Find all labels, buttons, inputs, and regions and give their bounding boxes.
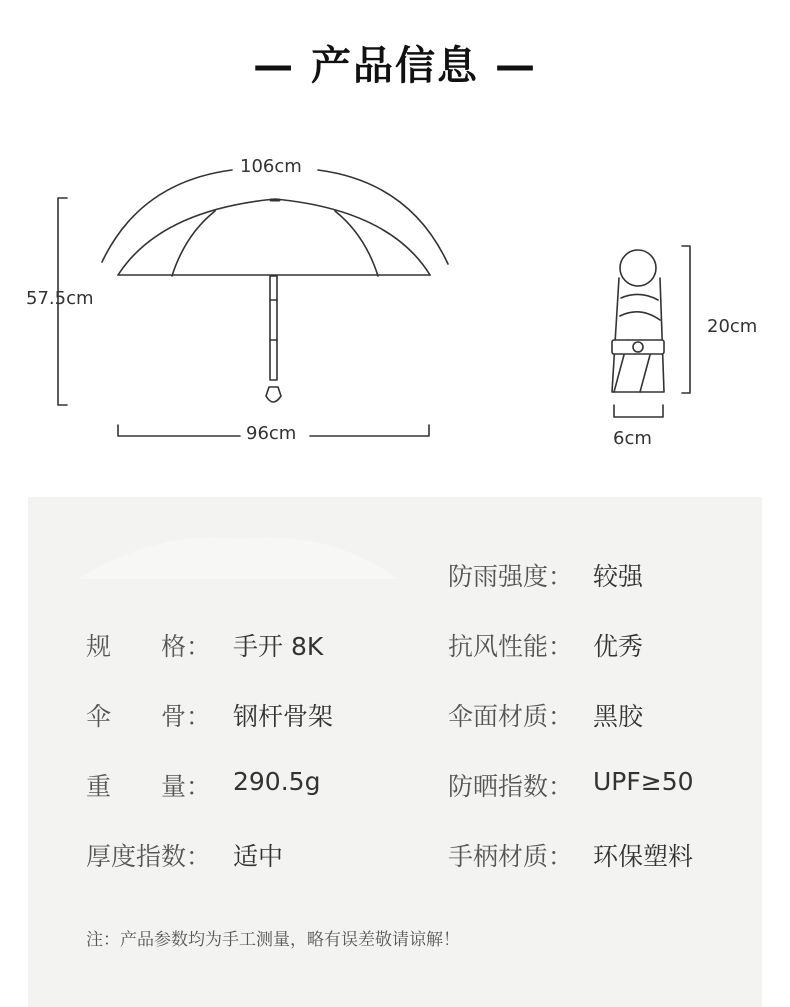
spec-label-rib: 伞 骨： [86, 702, 212, 731]
spec-panel [28, 497, 762, 1007]
spec-value-thickness: 适中 [233, 842, 284, 871]
umbrella-dimension-diagram [0, 0, 790, 500]
title-dash-left: — [253, 43, 296, 89]
span-dimension-label: 106cm [236, 156, 306, 177]
spec-label-fabric: 伞面材质： [448, 702, 574, 731]
spec-label-thickness: 厚度指数： [86, 842, 212, 871]
title-dash-right: — [494, 43, 537, 89]
spec-label-upf: 防晒指数： [448, 772, 574, 801]
measurement-note: 注：产品参数均为手工测量，略有误差敬请谅解！ [86, 930, 460, 950]
folded-umbrella [612, 250, 664, 392]
folded-height-bracket [682, 246, 690, 393]
spec-value-wind: 优秀 [593, 632, 644, 661]
open-umbrella-canopy [118, 199, 430, 276]
spec-value-rain: 较强 [593, 562, 644, 591]
width-bracket-right [310, 425, 429, 436]
folded-height-label: 20cm [707, 316, 758, 337]
span-arc-left [102, 170, 232, 262]
spec-value-fabric: 黑胶 [593, 702, 644, 731]
spec-label-wind: 抗风性能： [448, 632, 574, 661]
spec-value-upf: UPF≥50 [593, 767, 694, 796]
width-dimension-label: 96cm [242, 423, 300, 444]
folded-width-label: 6cm [613, 428, 652, 449]
spec-label-weight: 重 量： [86, 772, 212, 801]
width-bracket-left [118, 425, 240, 436]
spec-value-size: 手开 8K [233, 632, 324, 661]
spec-label-handle: 手柄材质： [448, 842, 574, 871]
spec-value-rib: 钢杆骨架 [233, 702, 334, 731]
open-umbrella-shaft [266, 276, 281, 402]
span-arc-right [318, 170, 448, 264]
spec-label-size: 规 格： [86, 632, 212, 661]
height-dimension-label: 57.5cm [26, 288, 94, 309]
spec-value-weight: 290.5g [233, 767, 321, 796]
spec-label-rain: 防雨强度： [448, 562, 574, 591]
faded-umbrella-watermark [68, 519, 408, 599]
title-text: 产品信息 [311, 43, 479, 89]
spec-value-handle: 环保塑料 [593, 842, 694, 871]
folded-width-bracket [614, 405, 663, 417]
